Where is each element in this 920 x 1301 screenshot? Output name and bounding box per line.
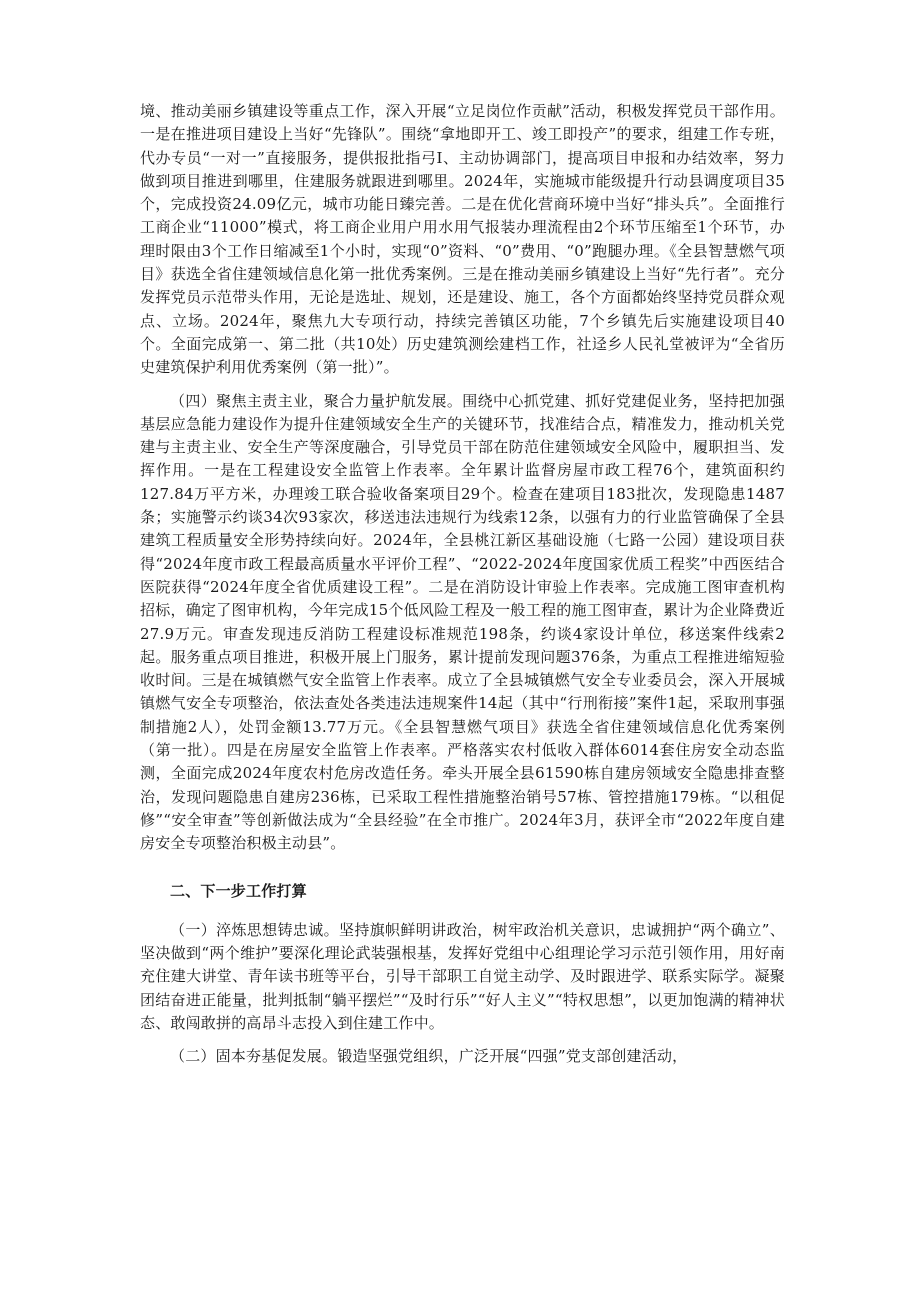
paragraph-rural-town-construction: 境、推动美丽乡镇建设等重点工作，深入开展“立足岗位作贡献”活动，积极发挥党员干部作用。一是在推进项目建设上当好“先锋队”。围绕“拿地即开工、竣工即投产”的要求，组建工作专班，代办专员“一对一”直接服务，提供报批指弓I、主动协调部门，提高项目申报和办结效率，努力做到项目推进到哪里，住建服务就跟进到哪里。2024年，实施城市能级提升行动县调度项目35个，完成投资24.09亿元，城市功能日臻完善。二是在优化营商环境中当好“排头兵”。全面推行工商企业“11000”模式，将工商企业用户用水用气报装办理流程由2个环节压缩至1个环节，办理时限由3个工作日缩减至1个小时，实现“0”资料、“0”费用、“0”跑腿办理。《全县智慧燃气项目》获选全省住建领域信息化第一批优秀案例。三是在推动美丽乡镇建设上当好“先行者”。充分发挥党员示范带头作用，无论是选址、规划，还是建设、施工，各个方面都始终坚持党员群众观点、立场。2024年，聚焦九大专项行动，持续完善镇区功能，7个乡镇先后实施建设项目40个。全面完成第一、第二批（共10处）历史建筑测绘建档工作，社迳乡人民礼堂被评为“全省历史建筑保护利用优秀案例（第一批）”。	[140, 102, 785, 377]
paragraph-next-step-one: （一）淬炼思想铸忠诚。坚持旗帜鲜明讲政治，树牢政治机关意识，忠诚拥护“两个确立”、坚决做到“两个维护”要深化理论武装强根基，发挥好党组中心组理论学习示范引领作用，用好南充住建大讲堂、青年读书班等平台，引导干部职工自觉主动学、及时跟进学、联系实际学。凝聚团结奋进正能量，批判抵制“躺平摆烂”“及时行乐”“好人主义”“特权思想”，以更加饱满的精神状态、敢闯敢拼的高昂斗志投入到住建工作中。	[140, 920, 785, 1032]
document-page	[140, 100, 785, 1069]
section-heading-next-steps: 二、下一步工作打算	[170, 881, 307, 900]
paragraph-section-four-main-business: （四）聚焦主责主业，聚合力量护航发展。围绕中心抓党建、抓好党建促业务，坚持把加强基层应急能力建设作为提升住建领域安全生产的关键环节，找准结合点，精准发力，推动机关党建与主责主业、安全生产等深度融合，引导党员干部在防范住建领域安全风险中，履职担当、发挥作用。一是在工程建设安全监管上作表率。全年累计监督房屋市政工程76个，建筑面积约127.84万平方米，办理竣工联合验收备案项目29个。检查在建项目183批次，发现隐患1487条；实施警示约谈34次93家次，移送违法违规行为线索12条，以强有力的行业监管确保了全县建筑工程质量安全形势持续向好。2024年，全县桃江新区基础设施（七路一公园）建设项目获得“2024年度市政工程最高质量水平评价工程”、“2022-2024年度国家优质工程奖”中西医结合医院获得“2024年度全省优质建设工程”。二是在消防设计审验上作表率。完成施工图审查机构招标，确定了图审机构，今年完成15个低风险工程及一般工程的施工图审查，累计为企业降费近27.9万元。审查发现违反消防工程建设标准规范198条，约谈4家设计单位，移送案件线索2起。服务重点项目推进，积极开展上门服务，累计提前发现问题376条，为重点工程推进缩短验收时间。三是在城镇燃气安全监管上作表率。成立了全县城镇燃气安全专业委员会，深入开展城镇燃气安全专项整治，依法查处各类违法违规案件14起（其中“行刑衔接”案件1起，采取刑事强制措施2人），处罚金额13.77万元。《全县智慧燃气项目》获选全省住建领域信息化优秀案例（第一批）。四是在房屋安全监管上作表率。严格落实农村低收入群体6014套住房安全动态监测，全面完成2024年度农村危房改造任务。牵头开展全县61590栋自建房领域安全隐患排查整治，发现问题隐患自建房236栋，已采取工程性措施整治销号57栋、管控措施179栋。“以租促修”“安全审查”等创新做法成为“全县经验”在全市推广。2024年3月，获评全市“2022年度自建房安全专项整治积极主动县”。	[140, 391, 785, 853]
paragraph-next-step-two: （二）固本夯基促发展。锻造坚强党组织，广泛开展“四强”党支部创建活动，	[170, 1047, 688, 1066]
